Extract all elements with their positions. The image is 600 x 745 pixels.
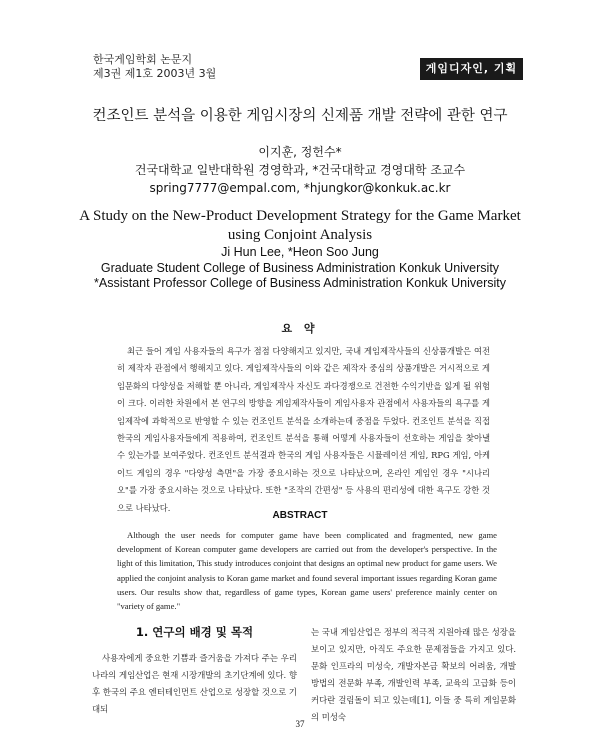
journal-info <box>93 53 216 81</box>
korean-title: 컨조인트 분석을 이용한 게임시장의 신제품 개발 전략에 관한 연구 <box>92 108 508 124</box>
english-author-block <box>0 245 600 292</box>
page-number: 37 <box>295 719 305 729</box>
right-column <box>311 624 516 726</box>
english-affiliation-1: Graduate Student College of Business Administration Konkuk University <box>100 260 500 275</box>
english-title <box>0 207 600 245</box>
english-title-line2: using Conjoint Analysis <box>227 227 373 243</box>
journal-issue: 제3권 제1호 2003년 3월 <box>93 67 217 80</box>
journal-name: 한국게임학회 논문지 <box>93 53 193 66</box>
author-emails: spring7777@empal.com, *hjungkor@konkuk.ac.kr <box>149 181 451 195</box>
korean-abstract-body: 최근 들어 게임 사용자들의 욕구가 점점 다양해지고 있지만, 국내 게임제작사들의 신상품개발은 여전히 제작자 관점에서 행해지고 있다. 게임제작사들의 이와 같은 제작자 중심의 상품개발은 거시적으로 게임문화의 다양성을 저해할 뿐 아니라, 게임제작사 자신도 과다경쟁으로 건전한 수익기반을 잃게 될 위험이 크다. 이러한 차원에서 본 연구의 방향을 게임제작사들이 게임사용자 관점에서 사용자들의 욕구를 게임제작에 과학적으로 반영할 수 있는 컨조인트 분석을 소개하는데 중점을 두었다. 컨조인트 분석을 직접 한국의 게임사용자들에게 적용하여, 컨조인트 분석을 통해 어떻게 사용자들이 선호하는 게임을 찾아낼 수 있는가를 보여주었다. 컨조인트 분석결과 한국의 게임 사용자들은 시뮬레이션 게임, RPG 게임, 아케이드 게임의 경우 "다양성 측면"을 가장 중요시하는 것으로 나타났으며, 온라인 게임인 경우 "시나리오"를 가장 중요시하는 것으로 나타났다. 또한 "조작의 간편성" 등 사용의 편리성에 대한 욕구도 강한 것으로 나타났다. <box>117 346 490 513</box>
right-column-text: 는 국내 게임산업은 정부의 적극적 지원아래 많은 성장을 보이고 있지만, 아직도 주요한 문제점들을 가지고 있다. 문화 인프라의 미성숙, 개발자본금 확보의 어려움, 개발 방법의 전문화 부족, 개발인력 부족, 교육의 고급화 등이 커다란 걸림돌이 되고 있는데[1], 이들 중 특히 게임문화의 미성숙 <box>311 627 516 722</box>
english-abstract-heading: ABSTRACT <box>272 510 328 521</box>
section-tag: 게임디자인, 기획 <box>420 58 523 80</box>
korean-author-block <box>0 143 600 197</box>
english-title-line1: A Study on the New-Product Development Strategy for the Game Market <box>79 208 521 224</box>
section-heading: 1. 연구의 배경 및 목적 <box>135 625 254 639</box>
left-column <box>92 624 297 718</box>
english-abstract <box>117 528 497 613</box>
english-abstract-body: Although the user needs for computer game have been complicated and fragmented, new game development of Korean computer game developers are carried out from the developer's perspective. In the light of this limitation, This study introduces conjoint that designs an optimal new product for game users. We applied the conjoint analysis to Koran game market and found several important issues regarding Koran game users. Our results show that, regardless of game types, Korean game users' preference mainly center on "variety of game." <box>117 530 497 612</box>
korean-authors: 이지훈, 정헌수* <box>258 145 342 159</box>
korean-affiliation: 건국대학교 일반대학원 경영학과, *건국대학교 경영대학 조교수 <box>134 163 466 177</box>
left-column-text: 사용자에게 중요한 기쁨과 즐거움을 가져다 주는 우리나라의 게임산업은 현재 시장개발의 초기단계에 있다. 향후 한국의 주요 엔터테인먼트 산업으로 성장할 것으로 기대되 <box>92 653 297 714</box>
english-affiliation-2: *Assistant Professor College of Business Administration Konkuk University <box>94 276 506 290</box>
english-authors: Ji Hun Lee, *Heon Soo Jung <box>221 245 379 259</box>
korean-abstract-heading: 요 약 <box>281 322 319 335</box>
korean-abstract <box>117 343 490 517</box>
